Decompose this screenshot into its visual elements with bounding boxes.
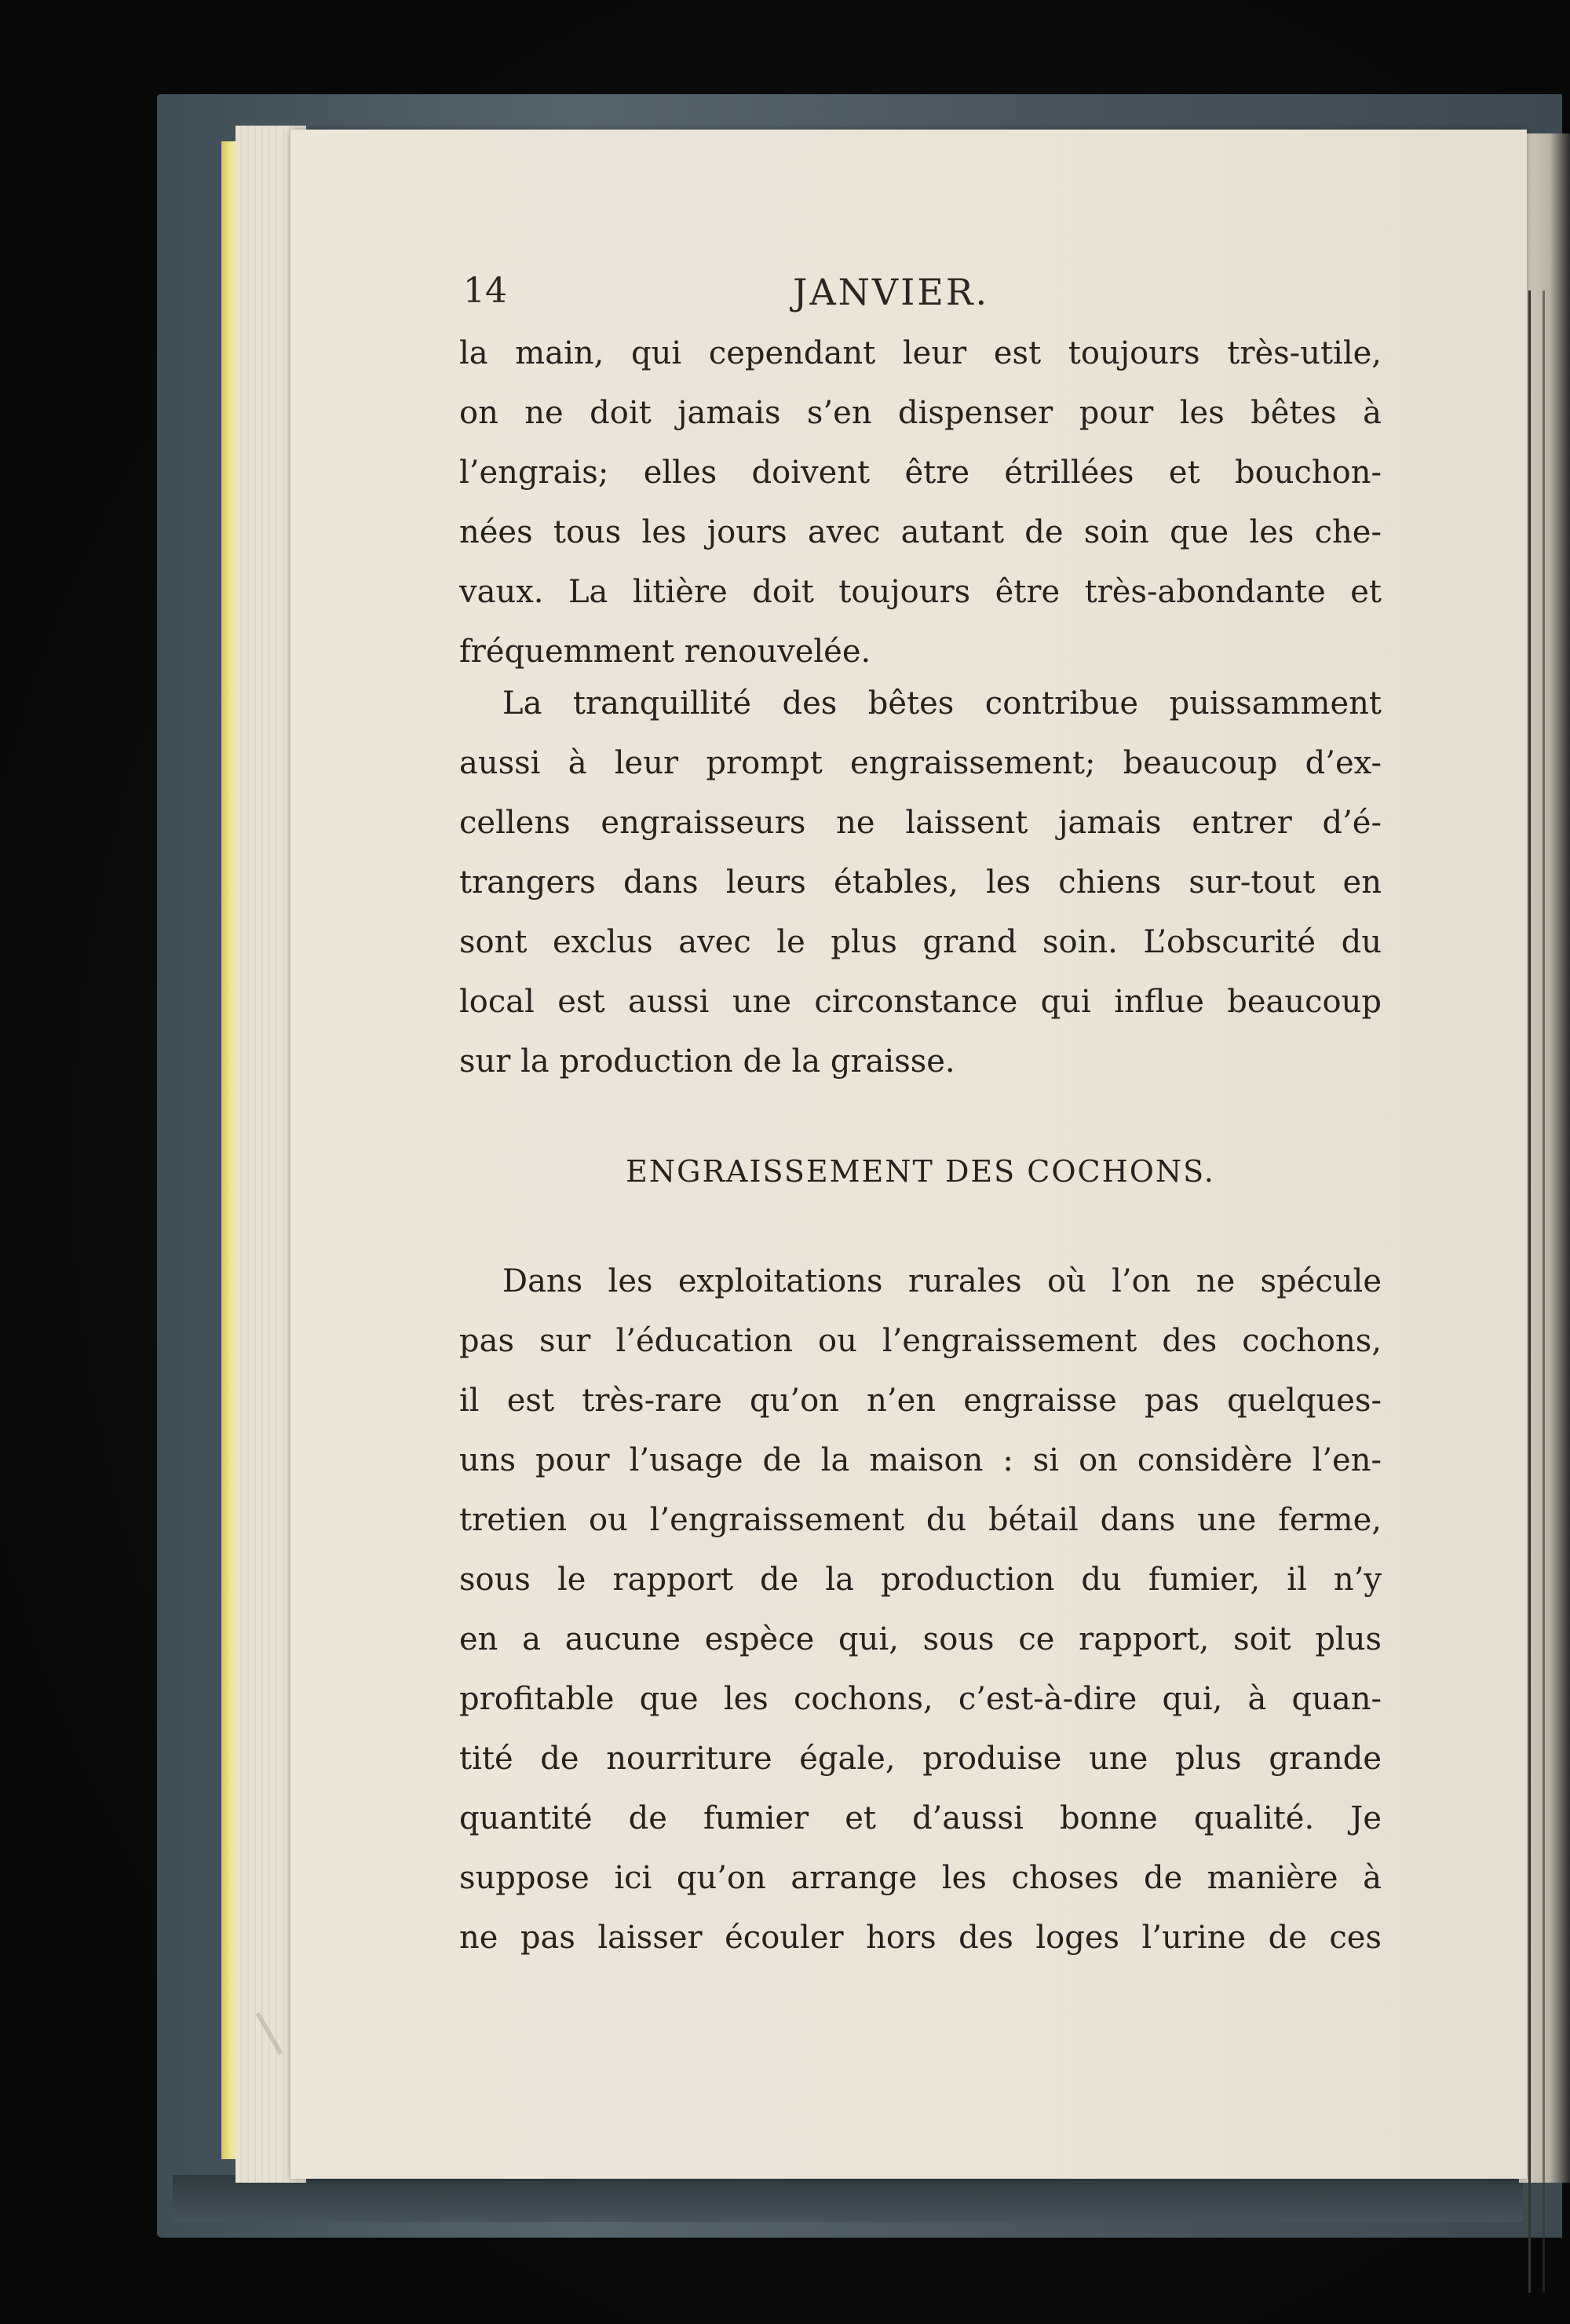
running-title: JANVIER. xyxy=(793,271,990,313)
text-line: sous le rapport de la production du fumier, il n’y xyxy=(459,1562,1382,1598)
book-cover-bottom-edge xyxy=(173,2175,1523,2222)
text-line: nées tous les jours avec autant de soin que les che- xyxy=(459,514,1382,550)
text-line: trangers dans leurs étables, les chiens sur-tout en xyxy=(459,864,1382,901)
text-line: profitable que les cochons, c’est-à-dire qui, à quan- xyxy=(459,1681,1382,1717)
text-line: local est aussi une circonstance qui influe beaucoup xyxy=(459,984,1382,1020)
text-line: sont exclus avec le plus grand soin. L’obscurité du xyxy=(459,924,1382,960)
text-line: tité de nourriture égale, produise une plus grande xyxy=(459,1741,1382,1777)
paragraph-continuation xyxy=(459,323,1382,681)
page-fold-line xyxy=(1528,290,1531,2293)
text-line: vaux. La litière doit toujours être très-abondante et xyxy=(459,574,1382,610)
text-line: tretien ou l’engraissement du bétail dans une ferme, xyxy=(459,1502,1382,1538)
text-line: aussi à leur prompt engraissement; beaucoup d’ex- xyxy=(459,745,1382,781)
text-line: Dans les exploitations rurales où l’on ne spécule xyxy=(502,1263,1382,1299)
paragraph-pigs xyxy=(459,1252,1382,1968)
section-heading: ENGRAISSEMENT DES COCHONS. xyxy=(626,1154,1215,1189)
text-line: suppose ici qu’on arrange les choses de manière à xyxy=(459,1860,1382,1896)
text-line: la main, qui cependant leur est toujours très-utile, xyxy=(459,335,1382,371)
page-fold-line xyxy=(1543,290,1545,2293)
text-line: en a aucune espèce qui, sous ce rapport, soit plus xyxy=(459,1621,1382,1657)
text-line: ne pas laisser écouler hors des loges l’urine de ces xyxy=(459,1920,1382,1956)
text-line: cellens engraisseurs ne laissent jamais entrer d’é- xyxy=(459,805,1382,841)
text-line: uns pour l’usage de la maison : si on considère l’en- xyxy=(459,1442,1382,1478)
text-line: fréquemment renouvelée. xyxy=(459,634,871,670)
text-line: on ne doit jamais s’en dispenser pour les bêtes à xyxy=(459,395,1382,431)
text-line: il est très-rare qu’on n’en engraisse pas quelques- xyxy=(459,1383,1382,1419)
text-line: pas sur l’éducation ou l’engraissement des cochons, xyxy=(459,1323,1382,1359)
text-line: sur la production de la graisse. xyxy=(459,1043,955,1080)
text-line: quantité de fumier et d’aussi bonne qualité. Je xyxy=(459,1800,1382,1836)
page-number: 14 xyxy=(463,271,507,311)
text-line: l’engrais; elles doivent être étrillées et bouchon- xyxy=(459,455,1382,491)
paragraph-tranquillity xyxy=(459,674,1382,1091)
text-line: La tranquillité des bêtes contribue puissamment xyxy=(502,685,1382,722)
